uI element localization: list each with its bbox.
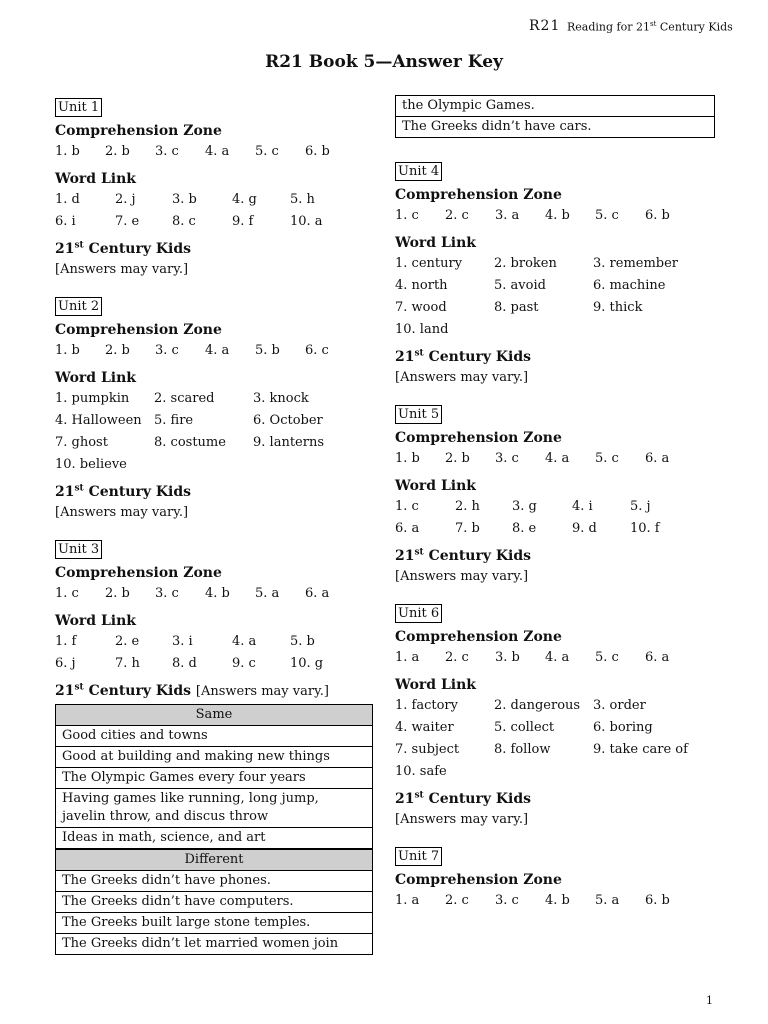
header-subtitle-post: Century Kids bbox=[656, 20, 733, 34]
answer: 1. c bbox=[55, 586, 79, 601]
answer: 2. e bbox=[115, 634, 140, 649]
answer: 2. c bbox=[445, 893, 469, 908]
answer: 2. b bbox=[105, 343, 130, 358]
answers-vary: [Answers may vary.] bbox=[395, 569, 529, 584]
unit-4 bbox=[395, 160, 715, 389]
answer: 3. c bbox=[155, 586, 179, 601]
header-subtitle-sup: st bbox=[649, 20, 657, 28]
comprehension-answers bbox=[395, 205, 715, 227]
answer: 3. order bbox=[593, 698, 646, 713]
unit-label: Unit 1 bbox=[55, 98, 102, 117]
answer: 5. b bbox=[290, 634, 315, 649]
kids-heading bbox=[55, 482, 375, 502]
answer: 6. i bbox=[55, 214, 76, 229]
answer: 6. boring bbox=[593, 720, 653, 735]
unit-label: Unit 4 bbox=[395, 162, 442, 181]
kids-pre: 21 bbox=[395, 349, 415, 365]
answer: 8. e bbox=[512, 521, 537, 536]
answer: 3. knock bbox=[253, 391, 309, 406]
table-row: The Greeks didn’t have cars. bbox=[396, 117, 715, 138]
comprehension-heading: Comprehension Zone bbox=[55, 123, 222, 139]
answer: 4. i bbox=[572, 499, 593, 514]
word-link-heading: Word Link bbox=[395, 677, 476, 693]
word-link-answers bbox=[395, 253, 715, 341]
comprehension-heading: Comprehension Zone bbox=[395, 430, 562, 446]
table-row: Having games like running, long jump, javelin throw, and discus throw bbox=[56, 789, 373, 828]
answer: 2. h bbox=[455, 499, 480, 514]
unit-7 bbox=[395, 845, 715, 912]
answer: 3. g bbox=[512, 499, 537, 514]
answer: 7. b bbox=[455, 521, 480, 536]
kids-sup: st bbox=[74, 483, 84, 494]
answer: 2. b bbox=[105, 586, 130, 601]
table-row: The Greeks didn’t have phones. bbox=[56, 871, 373, 892]
comprehension-heading: Comprehension Zone bbox=[395, 187, 562, 203]
answer: 10. f bbox=[630, 521, 660, 536]
kids-pre: 21 bbox=[395, 791, 415, 807]
answer: 3. b bbox=[172, 192, 197, 207]
table-row: the Olympic Games. bbox=[396, 96, 715, 117]
answer: 4. g bbox=[232, 192, 257, 207]
answer: 1. b bbox=[55, 343, 80, 358]
answer: 5. j bbox=[630, 499, 651, 514]
answer: 6. b bbox=[645, 208, 670, 223]
kids-pre: 21 bbox=[395, 548, 415, 564]
word-link-heading: Word Link bbox=[55, 370, 136, 386]
table-row: The Greeks didn’t have computers. bbox=[56, 892, 373, 913]
table-row: Good at building and making new things bbox=[56, 747, 373, 768]
answer: 3. remember bbox=[593, 256, 679, 271]
comprehension-answers bbox=[395, 647, 715, 669]
answer: 5. c bbox=[595, 208, 619, 223]
same-header: Same bbox=[56, 705, 373, 726]
answer: 5. collect bbox=[494, 720, 555, 735]
answer: 7. subject bbox=[395, 742, 460, 757]
answer: 2. dangerous bbox=[494, 698, 581, 713]
comprehension-heading: Comprehension Zone bbox=[55, 565, 222, 581]
answer: 7. e bbox=[115, 214, 140, 229]
answer: 8. c bbox=[172, 214, 196, 229]
answer: 4. waiter bbox=[395, 720, 454, 735]
answer: 5. c bbox=[255, 144, 279, 159]
kids-post: Century Kids bbox=[83, 683, 192, 699]
kids-heading bbox=[395, 546, 715, 566]
header-subtitle-pre: Reading for 21 bbox=[567, 20, 650, 34]
answer: 6. j bbox=[55, 656, 76, 671]
answer: 1. a bbox=[395, 650, 420, 665]
answer: 6. machine bbox=[593, 278, 666, 293]
table-row: Ideas in math, science, and art bbox=[56, 828, 373, 850]
answer: 6. a bbox=[645, 650, 670, 665]
answer: 4. Halloween bbox=[55, 413, 142, 428]
answer: 10. believe bbox=[55, 457, 127, 472]
answer: 3. c bbox=[155, 343, 179, 358]
answer: 10. a bbox=[290, 214, 323, 229]
unit-1 bbox=[55, 96, 375, 281]
answer: 8. past bbox=[494, 300, 539, 315]
answer: 7. h bbox=[115, 656, 140, 671]
kids-sup: st bbox=[74, 240, 84, 251]
header-subtitle bbox=[567, 20, 733, 34]
answer: 10. safe bbox=[395, 764, 447, 779]
kids-heading bbox=[395, 789, 715, 809]
answer: 10. land bbox=[395, 322, 449, 337]
answer: 1. century bbox=[395, 256, 463, 271]
answer: 2. b bbox=[445, 451, 470, 466]
answers-vary: [Answers may vary.] bbox=[395, 812, 529, 827]
answer: 6. October bbox=[253, 413, 323, 428]
unit-2 bbox=[55, 295, 375, 524]
word-link-answers bbox=[55, 189, 375, 233]
answer: 6. b bbox=[305, 144, 330, 159]
answer: 6. a bbox=[645, 451, 670, 466]
unit-label: Unit 7 bbox=[395, 847, 442, 866]
answer: 1. d bbox=[55, 192, 80, 207]
unit-label: Unit 3 bbox=[55, 540, 102, 559]
answer: 2. c bbox=[445, 208, 469, 223]
different-header: Different bbox=[56, 849, 373, 871]
answer: 9. f bbox=[232, 214, 254, 229]
answer: 4. b bbox=[545, 893, 570, 908]
comprehension-answers bbox=[55, 340, 375, 362]
answer: 5. c bbox=[595, 451, 619, 466]
answer: 2. broken bbox=[494, 256, 557, 271]
answer: 5. avoid bbox=[494, 278, 546, 293]
comprehension-answers bbox=[395, 890, 715, 912]
unit-label: Unit 5 bbox=[395, 405, 442, 424]
comprehension-answers bbox=[55, 583, 375, 605]
kids-heading bbox=[55, 681, 375, 702]
answer: 1. a bbox=[395, 893, 420, 908]
answer: 4. b bbox=[545, 208, 570, 223]
answer: 5. c bbox=[595, 650, 619, 665]
table-row: Good cities and towns bbox=[56, 726, 373, 747]
kids-pre: 21 bbox=[55, 683, 75, 699]
comprehension-answers bbox=[55, 141, 375, 163]
answer: 9. thick bbox=[593, 300, 643, 315]
answer: 6. a bbox=[395, 521, 420, 536]
answer: 9. d bbox=[572, 521, 597, 536]
unit-3 bbox=[55, 538, 375, 955]
answer: 7. ghost bbox=[55, 435, 108, 450]
kids-post: Century Kids bbox=[423, 349, 532, 365]
table-row: The Olympic Games every four years bbox=[56, 768, 373, 789]
answer: 5. b bbox=[255, 343, 280, 358]
kids-post: Century Kids bbox=[423, 791, 532, 807]
comprehension-heading: Comprehension Zone bbox=[55, 322, 222, 338]
answers-vary: [Answers may vary.] bbox=[55, 505, 189, 520]
answer: 10. g bbox=[290, 656, 324, 671]
table-continuation bbox=[395, 95, 715, 138]
word-link-heading: Word Link bbox=[395, 235, 476, 251]
answer: 1. pumpkin bbox=[55, 391, 130, 406]
kids-pre: 21 bbox=[55, 484, 75, 500]
answer: 1. b bbox=[395, 451, 420, 466]
word-link-answers bbox=[395, 695, 715, 783]
answer: 1. c bbox=[395, 499, 419, 514]
answer: 1. factory bbox=[395, 698, 458, 713]
answer: 8. d bbox=[172, 656, 197, 671]
answer: 9. take care of bbox=[593, 742, 688, 757]
answers-vary: [Answers may vary.] bbox=[395, 370, 529, 385]
answer: 2. scared bbox=[154, 391, 215, 406]
answer: 8. costume bbox=[154, 435, 226, 450]
answer: 3. c bbox=[495, 893, 519, 908]
answer: 2. j bbox=[115, 192, 136, 207]
answer: 4. b bbox=[205, 586, 230, 601]
kids-pre: 21 bbox=[55, 241, 75, 257]
answer: 5. fire bbox=[154, 413, 194, 428]
word-link-heading: Word Link bbox=[55, 171, 136, 187]
word-link-answers bbox=[55, 631, 375, 675]
answer: 4. north bbox=[395, 278, 448, 293]
kids-post: Century Kids bbox=[423, 548, 532, 564]
answer: 6. a bbox=[305, 586, 330, 601]
answer: 7. wood bbox=[395, 300, 447, 315]
answer: 3. a bbox=[495, 208, 520, 223]
page-title: R21 Book 5—Answer Key bbox=[265, 52, 503, 72]
table-row: The Greeks built large stone temples. bbox=[56, 913, 373, 934]
unit-label: Unit 6 bbox=[395, 604, 442, 623]
unit-6 bbox=[395, 602, 715, 831]
right-column bbox=[395, 95, 715, 926]
table-row: The Greeks didn’t let married women join bbox=[56, 934, 373, 955]
answer: 4. a bbox=[205, 144, 230, 159]
answer: 4. a bbox=[232, 634, 257, 649]
kids-heading bbox=[55, 239, 375, 259]
kids-sup: st bbox=[414, 790, 424, 801]
comprehension-heading: Comprehension Zone bbox=[395, 872, 562, 888]
left-column bbox=[55, 96, 375, 969]
answer: 5. h bbox=[290, 192, 315, 207]
answer: 6. c bbox=[305, 343, 329, 358]
answer: 5. a bbox=[595, 893, 620, 908]
answer: 1. f bbox=[55, 634, 77, 649]
answer: 3. i bbox=[172, 634, 193, 649]
answer: 3. c bbox=[155, 144, 179, 159]
answer: 5. a bbox=[255, 586, 280, 601]
answer: 4. a bbox=[545, 451, 570, 466]
answer: 3. c bbox=[495, 451, 519, 466]
answer: 1. b bbox=[55, 144, 80, 159]
comprehension-heading: Comprehension Zone bbox=[395, 629, 562, 645]
answer: 8. follow bbox=[494, 742, 551, 757]
kids-sup: st bbox=[74, 682, 84, 693]
answers-vary: [Answers may vary.] bbox=[55, 262, 189, 277]
answer: 2. b bbox=[105, 144, 130, 159]
same-different-table bbox=[55, 704, 373, 955]
kids-sup: st bbox=[414, 547, 424, 558]
answer: 9. lanterns bbox=[253, 435, 324, 450]
word-link-heading: Word Link bbox=[55, 613, 136, 629]
answer: 9. c bbox=[232, 656, 256, 671]
answer: 4. a bbox=[205, 343, 230, 358]
answer: 3. b bbox=[495, 650, 520, 665]
answers-vary: [Answers may vary.] bbox=[195, 684, 329, 699]
kids-sup: st bbox=[414, 348, 424, 359]
unit-5 bbox=[395, 403, 715, 588]
kids-heading bbox=[395, 347, 715, 367]
kids-post: Century Kids bbox=[83, 484, 192, 500]
word-link-answers bbox=[55, 388, 375, 476]
word-link-heading: Word Link bbox=[395, 478, 476, 494]
comprehension-answers bbox=[395, 448, 715, 470]
answer: 6. b bbox=[645, 893, 670, 908]
answer: 2. c bbox=[445, 650, 469, 665]
page-number: 1 bbox=[706, 994, 713, 1007]
kids-post: Century Kids bbox=[83, 241, 192, 257]
header-code: R21 bbox=[529, 18, 561, 34]
answer: 4. a bbox=[545, 650, 570, 665]
word-link-answers bbox=[395, 496, 715, 540]
unit-label: Unit 2 bbox=[55, 297, 102, 316]
answer: 1. c bbox=[395, 208, 419, 223]
